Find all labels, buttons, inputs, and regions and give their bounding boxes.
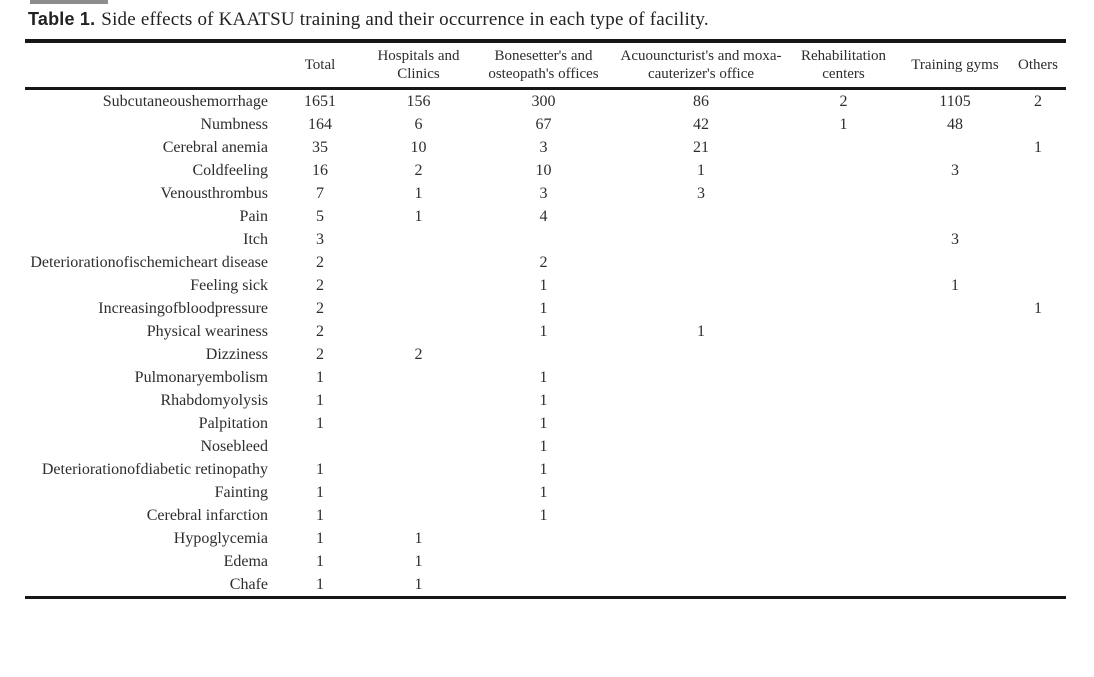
column-header: Hospitals and Clinics [377, 48, 460, 82]
count-cell [1010, 504, 1066, 527]
row-label: Dizziness [205, 345, 268, 363]
count-cell: 1105 [939, 92, 971, 110]
count-cell [615, 205, 787, 228]
row-label: Itch [243, 230, 268, 248]
count-cell: 1 [539, 460, 548, 478]
count-cell: 1 [1034, 138, 1042, 156]
count-cell [1010, 527, 1066, 550]
row-label: Physical weariness [146, 322, 268, 340]
count-cell: 2 [539, 253, 548, 271]
count-cell [365, 481, 472, 504]
table-row [25, 504, 1066, 527]
count-cell [900, 504, 1010, 527]
count-cell [900, 343, 1010, 366]
count-cell: 1 [539, 437, 548, 455]
table-caption-label: Table 1. [28, 9, 96, 29]
count-cell [1010, 251, 1066, 274]
count-cell: 2 [1034, 92, 1042, 110]
table-row [25, 228, 1066, 251]
count-cell [615, 573, 787, 598]
count-cell: 1651 [304, 92, 336, 110]
count-cell: 5 [316, 207, 324, 225]
count-cell: 164 [308, 115, 332, 133]
count-cell [1010, 481, 1066, 504]
count-cell [365, 412, 472, 435]
count-cell: 21 [693, 138, 709, 156]
count-cell [615, 527, 787, 550]
table-header [25, 41, 1066, 89]
row-label: Deteriorationofdiabetic retinopathy [41, 460, 268, 478]
count-cell: 2 [316, 345, 324, 363]
count-cell: 1 [414, 552, 423, 570]
count-cell: 3 [539, 138, 548, 156]
count-cell: 1 [539, 299, 548, 317]
count-cell [787, 251, 900, 274]
count-cell [787, 389, 900, 412]
count-cell: 6 [414, 115, 423, 133]
count-cell: 10 [535, 161, 552, 179]
count-cell [472, 527, 615, 550]
count-cell [365, 297, 472, 320]
count-cell [787, 412, 900, 435]
count-cell: 3 [697, 184, 705, 202]
count-cell [900, 481, 1010, 504]
table-row [25, 251, 1066, 274]
column-header: Bonesetter's and osteopath's offices [488, 48, 599, 82]
count-cell: 1 [1034, 299, 1042, 317]
count-cell [275, 435, 365, 458]
count-cell: 2 [316, 322, 324, 340]
column-header-empty [25, 41, 275, 89]
count-cell: 1 [414, 184, 423, 202]
count-cell [1010, 228, 1066, 251]
count-cell [472, 228, 615, 251]
row-label: Pulmonaryembolism [134, 368, 268, 386]
count-cell: 1 [316, 368, 324, 386]
count-cell: 1 [839, 115, 848, 133]
row-label: Deteriorationofischemicheart disease [30, 253, 268, 271]
count-cell: 3 [316, 230, 324, 248]
row-label: Chafe [229, 575, 268, 593]
column-header: Acuouncturist's and moxa-cauterizer's office [620, 48, 782, 82]
row-label: Rhabdomyolysis [160, 391, 268, 409]
count-cell [900, 389, 1010, 412]
count-cell [900, 297, 1010, 320]
column-header: Training gyms [911, 57, 999, 73]
count-cell: 1 [951, 276, 959, 294]
count-cell [365, 389, 472, 412]
count-cell: 2 [316, 253, 324, 271]
count-cell [365, 435, 472, 458]
count-cell [787, 504, 900, 527]
count-cell [1010, 343, 1066, 366]
count-cell [787, 481, 900, 504]
paper-page [25, 0, 1066, 599]
count-cell [787, 435, 900, 458]
row-label: Subcutaneoushemorrhage [102, 92, 268, 110]
count-cell [615, 481, 787, 504]
row-label: Numbness [200, 115, 268, 133]
count-cell [1010, 274, 1066, 297]
table-row [25, 389, 1066, 412]
table-header-row [25, 41, 1066, 89]
count-cell [365, 504, 472, 527]
count-cell [787, 527, 900, 550]
count-cell [787, 136, 900, 159]
table-row [25, 89, 1066, 114]
column-header: Others [1018, 57, 1058, 73]
column-header: Rehabilitation centers [801, 48, 886, 82]
table-row [25, 113, 1066, 136]
count-cell [615, 228, 787, 251]
count-cell [615, 297, 787, 320]
count-cell: 1 [316, 460, 324, 478]
table-row [25, 481, 1066, 504]
count-cell [1010, 573, 1066, 598]
count-cell: 3 [539, 184, 548, 202]
count-cell: 42 [693, 115, 709, 133]
table-row [25, 297, 1066, 320]
row-label: Increasingofbloodpressure [98, 299, 268, 317]
table-row [25, 550, 1066, 573]
count-cell [787, 550, 900, 573]
count-cell: 1 [316, 529, 324, 547]
count-cell: 1 [539, 368, 548, 386]
count-cell: 1 [539, 506, 548, 524]
table-row [25, 573, 1066, 598]
count-cell [615, 389, 787, 412]
table-body [25, 89, 1066, 598]
count-cell: 10 [410, 138, 427, 156]
count-cell [787, 228, 900, 251]
count-cell [900, 458, 1010, 481]
count-cell [787, 297, 900, 320]
count-cell [615, 550, 787, 573]
count-cell: 1 [539, 276, 548, 294]
row-label: Fainting [214, 483, 268, 501]
count-cell: 1 [316, 575, 324, 593]
count-cell [787, 320, 900, 343]
count-cell [472, 573, 615, 598]
count-cell [1010, 550, 1066, 573]
table-row [25, 205, 1066, 228]
count-cell: 67 [535, 115, 552, 133]
count-cell: 1 [316, 483, 324, 501]
count-cell [787, 274, 900, 297]
count-cell: 1 [539, 391, 548, 409]
row-label: Hypoglycemia [173, 529, 268, 547]
count-cell: 1 [414, 207, 423, 225]
count-cell [1010, 159, 1066, 182]
count-cell [787, 159, 900, 182]
table-caption-text: Side effects of KAATSU training and their occurrence in each type of facility. [101, 9, 709, 30]
count-cell: 156 [406, 92, 431, 110]
count-cell: 1 [316, 391, 324, 409]
count-cell [900, 573, 1010, 598]
count-cell: 2 [316, 276, 324, 294]
count-cell: 3 [951, 161, 959, 179]
count-cell [365, 251, 472, 274]
table-row [25, 412, 1066, 435]
count-cell [787, 573, 900, 598]
count-cell [615, 274, 787, 297]
count-cell [1010, 205, 1066, 228]
count-cell: 300 [531, 92, 556, 110]
count-cell: 1 [539, 483, 548, 501]
count-cell: 2 [316, 299, 324, 317]
count-cell: 1 [539, 414, 548, 432]
row-label: Coldfeeling [192, 161, 268, 179]
table-row [25, 159, 1066, 182]
count-cell [900, 320, 1010, 343]
row-label: Edema [223, 552, 268, 570]
count-cell [365, 228, 472, 251]
count-cell [365, 320, 472, 343]
count-cell [365, 366, 472, 389]
count-cell [615, 366, 787, 389]
count-cell: 4 [539, 207, 548, 225]
count-cell [615, 504, 787, 527]
row-label: Venousthrombus [160, 184, 268, 202]
count-cell [900, 527, 1010, 550]
count-cell [615, 251, 787, 274]
count-cell: 1 [697, 322, 705, 340]
count-cell [472, 343, 615, 366]
count-cell [787, 182, 900, 205]
row-label: Cerebral anemia [162, 138, 268, 156]
count-cell [1010, 366, 1066, 389]
table-row [25, 435, 1066, 458]
count-cell: 2 [414, 345, 423, 363]
count-cell: 1 [414, 529, 423, 547]
count-cell: 48 [947, 115, 963, 133]
count-cell [615, 343, 787, 366]
count-cell [615, 412, 787, 435]
table-row [25, 458, 1066, 481]
row-label: Pain [239, 207, 268, 225]
count-cell: 1 [316, 414, 324, 432]
count-cell [787, 458, 900, 481]
count-cell: 7 [316, 184, 324, 202]
count-cell [1010, 412, 1066, 435]
count-cell: 1 [316, 552, 324, 570]
row-label: Feeling sick [190, 276, 268, 294]
count-cell [615, 435, 787, 458]
column-header: Total [304, 57, 336, 73]
table-row [25, 136, 1066, 159]
count-cell: 1 [414, 575, 423, 593]
table-row [25, 527, 1066, 550]
count-cell [900, 435, 1010, 458]
count-cell: 16 [312, 161, 328, 179]
count-cell [900, 205, 1010, 228]
count-cell: 3 [951, 230, 959, 248]
count-cell [900, 412, 1010, 435]
table-row [25, 343, 1066, 366]
count-cell: 2 [414, 161, 423, 179]
row-label: Cerebral infarction [146, 506, 268, 524]
side-effects-table [25, 39, 1066, 599]
count-cell [900, 182, 1010, 205]
table-row [25, 274, 1066, 297]
row-label: Nosebleed [200, 437, 268, 455]
count-cell: 1 [697, 161, 705, 179]
count-cell: 86 [693, 92, 709, 110]
table-row [25, 182, 1066, 205]
count-cell [1010, 458, 1066, 481]
count-cell [1010, 435, 1066, 458]
count-cell: 35 [312, 138, 328, 156]
count-cell [365, 274, 472, 297]
table-row [25, 320, 1066, 343]
count-cell [1010, 320, 1066, 343]
count-cell: 1 [539, 322, 548, 340]
count-cell [787, 205, 900, 228]
count-cell [787, 343, 900, 366]
count-cell [900, 550, 1010, 573]
count-cell [1010, 182, 1066, 205]
count-cell [365, 458, 472, 481]
table-row [25, 366, 1066, 389]
count-cell [615, 458, 787, 481]
count-cell: 1 [316, 506, 324, 524]
row-label: Palpitation [198, 414, 268, 432]
count-cell [787, 366, 900, 389]
table-caption [25, 0, 1066, 39]
count-cell [472, 550, 615, 573]
count-cell: 2 [839, 92, 848, 110]
count-cell [1010, 389, 1066, 412]
count-cell [900, 366, 1010, 389]
count-cell [900, 251, 1010, 274]
count-cell [900, 136, 1010, 159]
count-cell [1010, 113, 1066, 136]
